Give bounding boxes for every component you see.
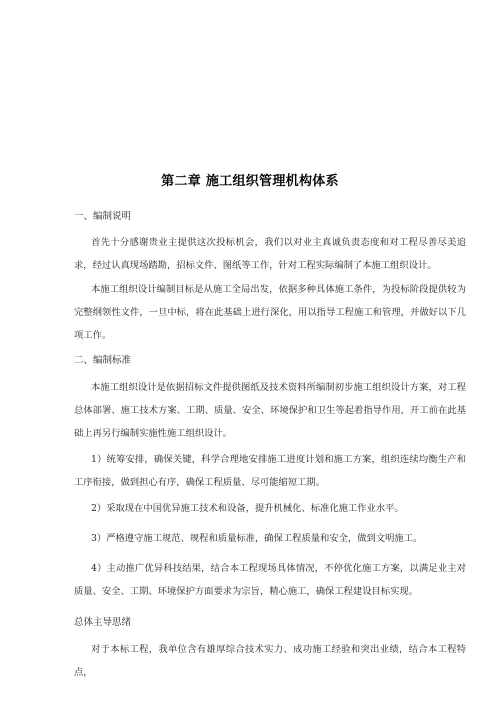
paragraph-intro-2: 本施工组织设计编制目标是从施工全局出发，依据多种具体施工条件，为投标阶段提供较为完整纲领性文件，一旦中标，将在此基础上进行深化，用以指导工程施工和管理，并做好以下几项工作。 — [74, 284, 466, 341]
section-heading-2: 二、编制标准 — [74, 355, 132, 366]
chapter-title: 第二章 施工组织管理机构体系 — [161, 174, 339, 189]
paragraph-standard-1: 本施工组织设计是依据招标文件提供图纸及技术资料所编制初步施工组织设计方案，对工程总体部署、施工技术方案、工期、质量、安全、环境保护和卫生等起着指导作用，开工前在此基础上再另行编制实施性施工组织设计。 — [74, 382, 466, 439]
list-item-4: 4）主动推广优异科技结果，结合本工程现场具体情况，不停优化施工方案，以满足业主对质量、安全、工期、环境保护方面要求为宗旨，精心施工，确保工程建设目标实现。 — [74, 563, 466, 597]
section-heading-1: 一、编制说明 — [74, 211, 132, 222]
list-item-3: 3）严格遵守施工规范、规程和质量标准，确保工程质量和安全，做到文明施工。 — [91, 533, 423, 544]
paragraph-approach-1: 对于本标工程，我单位含有雄厚综合技术实力、成功施工经验和突出业绩，结合本工程特点， — [74, 644, 466, 678]
paragraph-intro-1: 首先十分感谢贵业主提供这次投标机会，我们以对业主真诚负责态度和对工程尽善尽美追求，经过认真现场踏勘，招标文件、图纸等工作，针对工程实际编制了本施工组织设计。 — [74, 237, 466, 271]
list-item-1: 1）统筹安排，确保关键，科学合理地安排施工进度计划和施工方案，组织连续均衡生产和工序衔接，做到担心有序，确保工程质量、尽可能缩短工期。 — [74, 454, 466, 488]
section-heading-3: 总体主导思绪 — [74, 617, 132, 628]
list-item-2: 2）采取现在中国优异施工技术和设备，提升机械化、标准化施工作业水平。 — [91, 503, 404, 514]
